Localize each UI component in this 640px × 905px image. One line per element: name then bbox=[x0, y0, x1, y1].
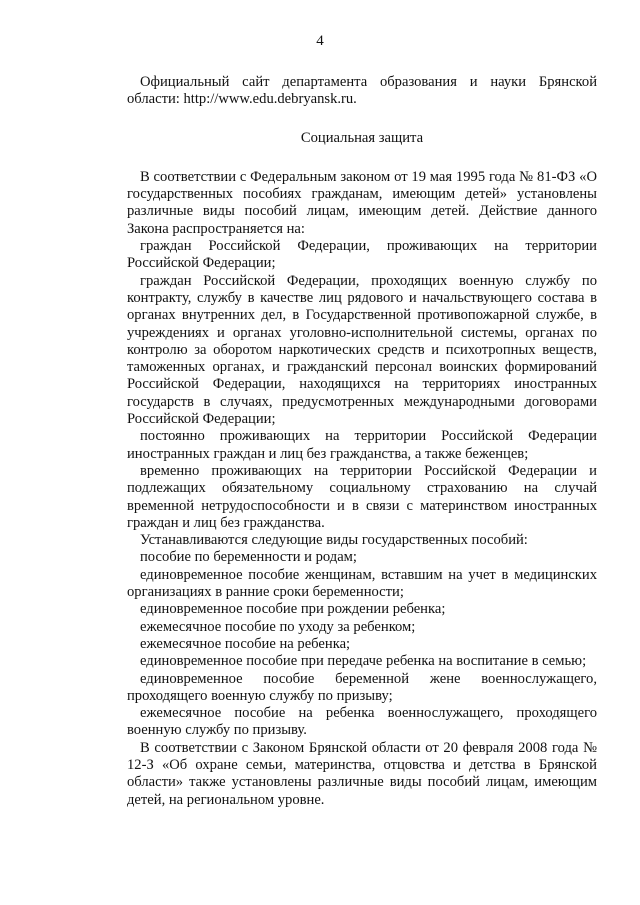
intro-paragraph: Официальный сайт департамента образования и науки Брянской области: http://www.edu.debryansk.ru. bbox=[127, 74, 597, 108]
list-item: граждан Российской Федерации, проживающих на территории Российской Федерации; bbox=[127, 238, 597, 272]
list-item: постоянно проживающих на территории Российской Федерации иностранных граждан и лиц без гражданства, а также беженцев; bbox=[127, 428, 597, 462]
benefits-intro: Устанавливаются следующие виды государственных пособий: bbox=[140, 532, 528, 549]
list-item: ежемесячное пособие на ребенка военнослужащего, проходящего военную службу по призыву. bbox=[127, 705, 597, 739]
list-item: ежемесячное пособие по уходу за ребенком; bbox=[140, 618, 416, 635]
list-item: граждан Российской Федерации, проходящих военную службу по контракту, службу в качестве лиц рядового и начальствующего состава в органах внутренних дел, в Государственной противопожарной службе, в учреждениях и органах уголовно-исполнительной системы, органах по контролю за оборотом наркотических средств и психотропных веществ, таможенных органах, и гражданский персонал воинских формирований Российской Федерации, находящихся на территориях иностранных государств в случаях, предусмотренных международными договорами Российской Федерации; bbox=[127, 272, 597, 428]
law-intro-paragraph: В соответствии с Федеральным законом от 19 мая 1995 года № 81-ФЗ «О государственных пособиях гражданам, имеющим детей» установлены различные виды пособий лицам, имеющим детей. Действие данного Закона распространяется на: bbox=[127, 168, 597, 237]
regional-law-paragraph: В соответствии с Законом Брянской области от 20 февраля 2008 года № 12-З «Об охране семьи, материнства, отцовства и детства в Брянской области» также установлены различные виды пособий лицам, имеющим детей, на региональном уровне. bbox=[127, 739, 597, 808]
list-item: временно проживающих на территории Российской Федерации и подлежащих обязательному социальному страхованию на случай временной нетрудоспособности и в связи с материнством иностранных граждан и лиц без гражданства. bbox=[127, 462, 597, 531]
list-item: единовременное пособие беременной жене военнослужащего, проходящего военную службу по призыву; bbox=[127, 670, 597, 704]
list-item: ежемесячное пособие на ребенка; bbox=[140, 635, 351, 652]
list-item: единовременное пособие при рождении ребенка; bbox=[140, 601, 446, 618]
page-number: 4 bbox=[316, 33, 324, 49]
list-item: единовременное пособие при передаче ребенка на воспитание в семью; bbox=[140, 653, 587, 670]
list-item: пособие по беременности и родам; bbox=[140, 549, 357, 566]
list-item: единовременное пособие женщинам, вставшим на учет в медицинских организациях в ранние сроки беременности; bbox=[127, 566, 597, 601]
page-content bbox=[127, 74, 597, 809]
section-heading: Социальная защита bbox=[300, 129, 424, 146]
